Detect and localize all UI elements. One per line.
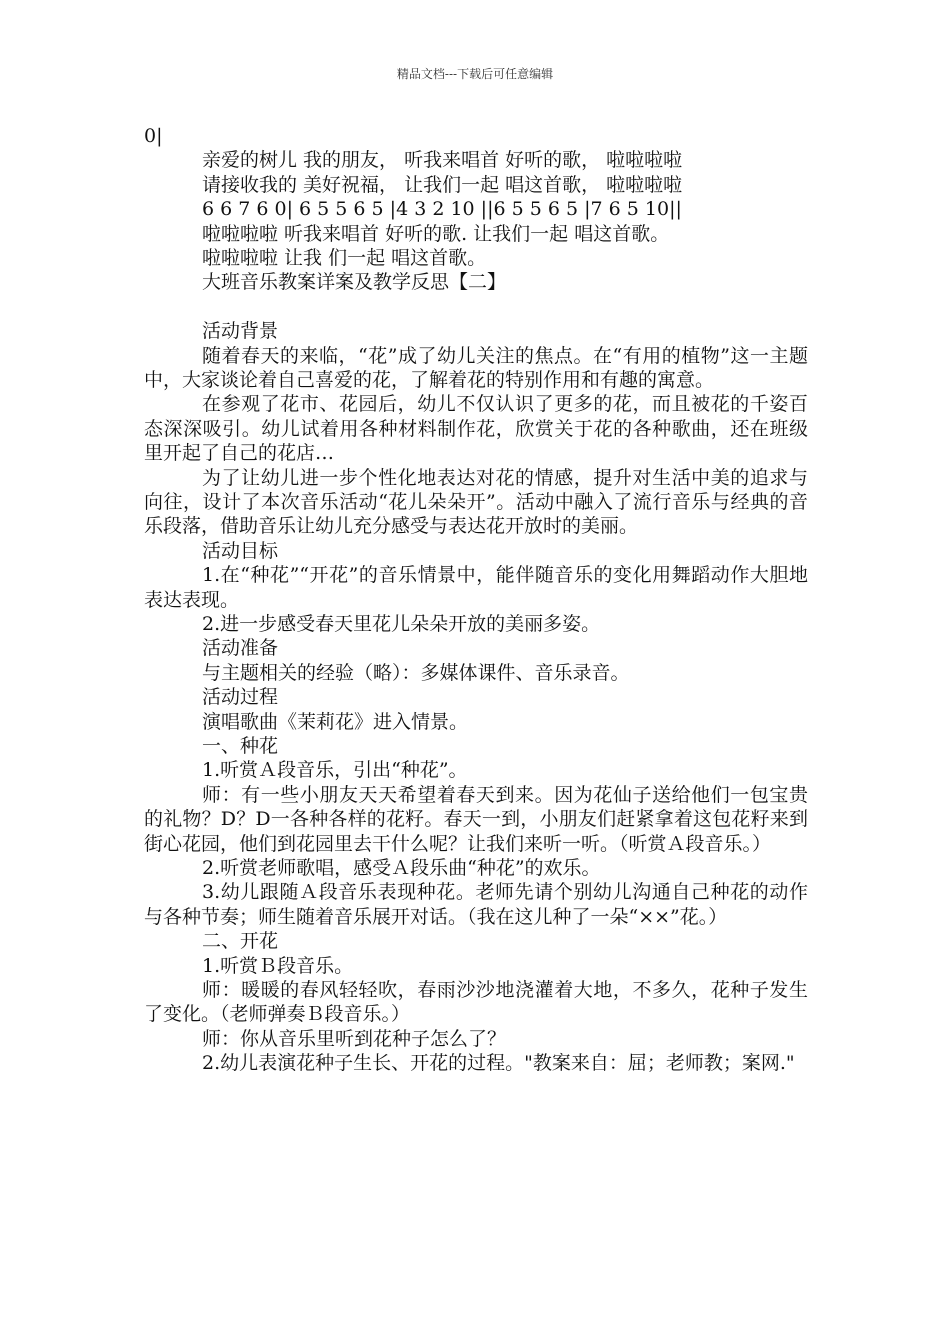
paragraph: 师：有一些小朋友天天希望着春天到来。因为花仙子送给他们一包宝贵的礼物？D？D一各种各样的花籽。春天一到，小朋友们赶紧拿着这包花籽来到街心花园，他们到花园里去干什么呢？让我们来听一听。（听赏Ａ段音乐。）	[144, 783, 808, 855]
heading-background: 活动背景	[202, 320, 279, 343]
paragraph: 演唱歌曲《茉莉花》进入情景。	[202, 710, 469, 733]
paragraph: 随着春天的来临，“花”成了幼儿关注的焦点。在“有用的植物”这一主题中，大家谈论着自己喜爱的花，了解着花的特别作用和有趣的寓意。	[144, 344, 808, 391]
heading-section-2: 二、开花	[202, 930, 279, 953]
heading-preparation: 活动准备	[202, 637, 279, 660]
song-lyric-line: 啦啦啦啦 让我 们一起 唱这首歌。	[202, 246, 487, 269]
blank-line	[144, 295, 808, 319]
paragraph: 为了让幼儿进一步个性化地表达对花的情感，提升对生活中美的追求与向往，设计了本次音乐活动“花儿朵朵开”。活动中融入了流行音乐与经典的音乐段落，借助音乐让幼儿充分感受与表达花开放时的美丽。	[144, 466, 808, 538]
page-header: 精品文档---下载后可任意编辑	[396, 67, 554, 81]
paragraph: 师：你从音乐里听到花种子怎么了？	[202, 1027, 507, 1050]
paragraph: 2.幼儿表演花种子生长、开花的过程。"教案来自：屈；老师教；案网."	[202, 1052, 795, 1075]
section-title: 大班音乐教案详案及教学反思【二】	[202, 271, 507, 294]
song-notation-line: 6 6 7 6 0| 6 5 5 6 5 |4 3 2 10 ||6 5 5 6 5 |7 6 5 10||	[202, 198, 682, 221]
heading-section-1: 一、种花	[202, 734, 279, 757]
paragraph: 1.在“种花”“开花”的音乐情景中，能伴随音乐的变化用舞蹈动作大胆地表达表现。	[144, 564, 808, 611]
paragraph: 师：暖暖的春风轻轻吹，春雨沙沙地浇灌着大地，不多久，花种子发生了变化。（老师弹奏Ｂ段音乐。）	[144, 979, 808, 1026]
paragraph: 2.听赏老师歌唱，感受Ａ段乐曲“种花”的欢乐。	[202, 856, 601, 879]
paragraph: 在参观了花市、花园后，幼儿不仅认识了更多的花，而且被花的千姿百态深深吸引。幼儿试着用各种材料制作花，欣赏关于花的各种歌曲，还在班级里开起了自己的花店…	[144, 393, 808, 465]
paragraph: 2.进一步感受春天里花儿朵朵开放的美丽多姿。	[202, 612, 601, 635]
paragraph: 与主题相关的经验（略）：多媒体课件、音乐录音。	[202, 661, 630, 684]
paragraph: 1.听赏Ｂ段音乐。	[202, 954, 354, 977]
paragraph: 1.听赏Ａ段音乐，引出“种花”。	[202, 759, 468, 782]
song-lyric-line: 亲爱的树儿 我的朋友， 听我来唱首 好听的歌， 啦啦啦啦	[202, 149, 683, 172]
song-lyric-line: 请接收我的 美好祝福， 让我们一起 唱这首歌， 啦啦啦啦	[202, 173, 683, 196]
document-body	[144, 124, 808, 1076]
heading-goals: 活动目标	[202, 539, 279, 562]
paragraph: 3.幼儿跟随Ａ段音乐表现种花。老师先请个别幼儿沟通自己种花的动作与各种节奏；师生随着音乐展开对话。（我在这儿种了一朵“××”花。）	[144, 881, 808, 928]
heading-process: 活动过程	[202, 686, 279, 709]
song-line: 0|	[144, 125, 163, 147]
song-lyric-line: 啦啦啦啦 听我来唱首 好听的歌. 让我们一起 唱这首歌。	[202, 222, 670, 245]
